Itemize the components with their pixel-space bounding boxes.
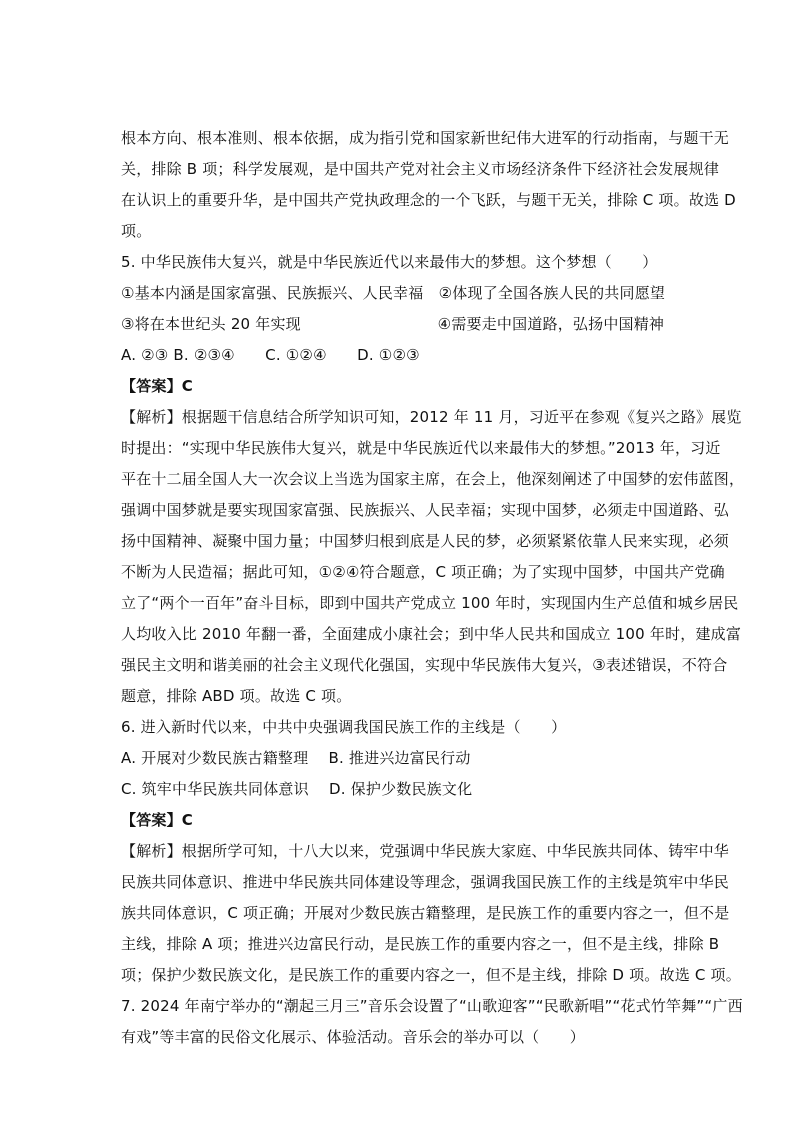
text-line: 有戏”等丰富的民俗文化展示、体验活动。音乐会的举办可以（ ）	[121, 1028, 585, 1046]
text-line: 题意，排除 ABD 项。故选 C 项。	[121, 687, 352, 705]
question-6-choices: C. 筑牢中华民族共同体意识 D. 保护少数民族文化	[121, 780, 473, 798]
text-line: 族共同体意识，C 项正确；开展对少数民族古籍整理，是民族工作的重要内容之一，但不是	[121, 904, 730, 922]
text-line: 项。	[121, 222, 152, 240]
text-line: 主线，排除 A 项；推进兴边富民行动，是民族工作的重要内容之一，但不是主线，排除 B	[121, 935, 720, 953]
question-5-answer: 【答案】C	[121, 377, 194, 395]
text-line: 关，排除 B 项；科学发展观，是中国共产党对社会主义市场经济条件下经济社会发展规律	[121, 160, 720, 178]
question-5-analysis: 【解析】根据题干信息结合所学知识可知，2012 年 11 月，习近平在参观《复兴之路》展览	[121, 408, 742, 426]
question-5-option-row: ①基本内涵是国家富强、民族振兴、人民幸福 ②体现了全国各族人民的共同愿望	[121, 284, 666, 302]
text-line: 不断为人民造福；据此可知，①②④符合题意，C 项正确；为了实现中国梦，中国共产党确	[121, 563, 725, 581]
text-line: 在认识上的重要升华，是中国共产党执政理念的一个飞跃，与题干无关，排除 C 项。故选 D	[121, 191, 736, 209]
text-line: 平在十二届全国人大一次会议上当选为国家主席，在会上，他深刻阐述了中国梦的宏伟蓝图，	[121, 470, 745, 488]
question-6-choices: A. 开展对少数民族古籍整理 B. 推进兴边富民行动	[121, 749, 471, 767]
text-line: 项；保护少数民族文化，是民族工作的重要内容之一，但不是主线，排除 D 项。故选 C 项。	[121, 966, 741, 984]
question-5-option-row: ③将在本世纪头 20 年实现 ④需要走中国道路，弘扬中国精神	[121, 315, 665, 333]
text-line: 时提出：“实现中华民族伟大复兴，就是中华民族近代以来最伟大的梦想。”2013 年，习近	[121, 439, 721, 457]
text-line: 强民主文明和谐美丽的社会主义现代化强国，实现中华民族伟大复兴，③表述错误，不符合	[121, 656, 728, 674]
question-5-stem: 5. 中华民族伟大复兴，就是中华民族近代以来最伟大的梦想。这个梦想（ ）	[121, 253, 658, 271]
question-6-answer: 【答案】C	[121, 811, 194, 829]
question-7-stem: 7. 2024 年南宁举办的“潮起三月三”音乐会设置了“山歌迎客”“民歌新唱”“花式竹竿舞”“广西	[121, 997, 743, 1015]
text-line: 立了“两个一百年”奋斗目标，即到中国共产党成立 100 年时，实现国内生产总值和城乡居民	[121, 594, 739, 612]
question-5-choices: A. ②③ B. ②③④ C. ①②④ D. ①②③	[121, 346, 420, 364]
text-line: 民族共同体意识、推进中华民族共同体建设等理念，强调我国民族工作的主线是筑牢中华民	[121, 873, 730, 891]
question-6-analysis: 【解析】根据所学可知，十八大以来，党强调中华民族大家庭、中华民族共同体、铸牢中华	[121, 842, 730, 860]
text-line: 根本方向、根本准则、根本依据，成为指引党和国家新世纪伟大进军的行动指南，与题干无	[121, 129, 730, 147]
text-line: 人均收入比 2010 年翻一番，全面建成小康社会；到中华人民共和国成立 100 年时，建成富	[121, 625, 742, 643]
text-line: 扬中国精神、凝聚中国力量；中国梦归根到底是人民的梦，必须紧紧依靠人民来实现，必须	[121, 532, 730, 550]
question-6-stem: 6. 进入新时代以来，中共中央强调我国民族工作的主线是（ ）	[121, 718, 567, 736]
text-line: 强调中国梦就是要实现国家富强、民族振兴、人民幸福；实现中国梦，必须走中国道路、弘	[121, 501, 730, 519]
